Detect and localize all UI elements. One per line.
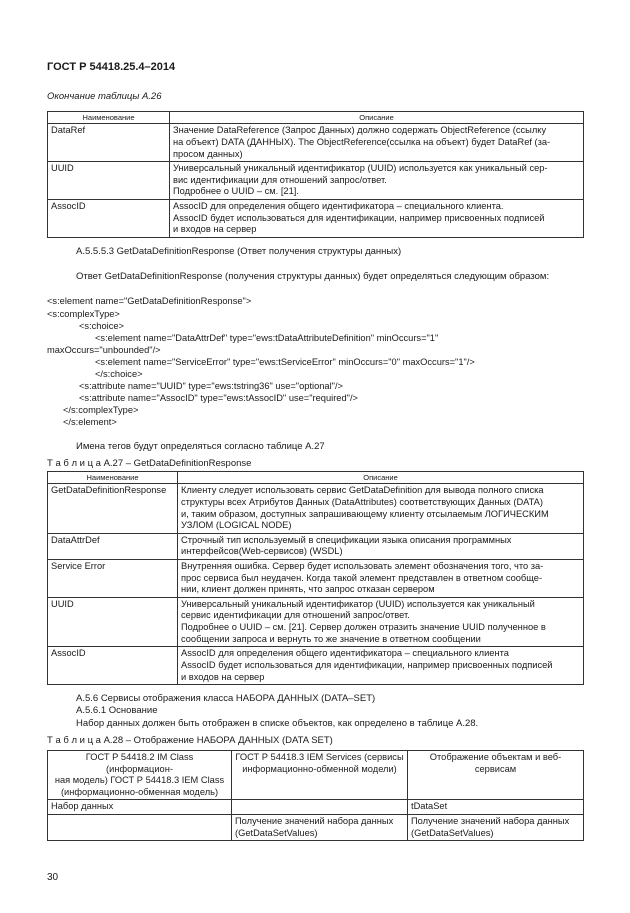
description-line: Строчный тип используемый в спецификации языка описания программных <box>181 534 512 545</box>
table-cell-description <box>170 200 584 238</box>
table-header-row <box>48 472 584 484</box>
table-a26-caption: Окончание таблицы А.26 <box>47 91 162 102</box>
table-row <box>48 533 584 559</box>
table-cell <box>232 815 408 841</box>
table-row <box>48 647 584 685</box>
header-line: (информационно-обменная модель) <box>60 786 219 797</box>
column-header: Наименование <box>48 112 170 124</box>
table-row <box>48 124 584 162</box>
table-cell <box>48 815 232 841</box>
table-cell-description <box>170 162 584 200</box>
header-line: ная модель) ГОСТ Р 54418.3 IEM Class <box>54 775 225 786</box>
code-line: </s:choice> <box>95 369 143 379</box>
description-line: AssocID для определения общего идентификатора – специального клиента <box>181 648 509 659</box>
description-line: интерфейсов(Web-сервисов) (WSDL) <box>181 546 343 557</box>
table-cell: Набор данных <box>48 800 232 815</box>
description-line: Клиенту следует использовать сервис GetDataDefinition для вывода полного списка <box>181 485 544 496</box>
cell-line: (GetDataSetValues) <box>411 827 494 838</box>
description-line: на объект) DATA (ДАННЫХ). The ObjectReference(ссылка на объект) будет DataRef (за- <box>173 136 551 147</box>
code-line: <s:element name="GetDataDefinitionResponse"> <box>47 296 252 306</box>
table-cell <box>408 815 584 841</box>
table-cell-description <box>178 560 584 598</box>
cell-line: Получение значений набора данных <box>235 816 394 827</box>
table-row <box>48 800 584 815</box>
code-line: <s:attribute name="AssocID" type="ews:tAssocID" use="required"/> <box>79 393 358 403</box>
table-cell-name: UUID <box>48 597 178 646</box>
table-cell: tDataSet <box>408 800 584 815</box>
table-cell-name: DataAttrDef <box>48 533 178 559</box>
table-a28-caption: Т а б л и ц а А.28 – Отображение НАБОРА ДАННЫХ (DATA SET) <box>47 735 333 746</box>
table-row <box>48 162 584 200</box>
section-heading-a56: А.5.6 Сервисы отображения класса НАБОРА ДАННЫХ (DATA–SET) <box>76 693 376 704</box>
description-line: просом данных) <box>173 148 243 159</box>
description-line: AssocID будет использоваться для идентификации, например присвоенных подписей <box>173 212 545 223</box>
code-line: <s:complexType> <box>47 309 120 319</box>
table-a26 <box>47 111 584 238</box>
description-line: структуры всех Атрибутов Данных (DataAttributes) соответствующих Данных (DATA) <box>181 496 543 507</box>
table-row <box>48 597 584 646</box>
table-cell-description <box>178 484 584 533</box>
description-line: Подробнее о UUID – см. [21]. <box>173 186 299 197</box>
table-a27-caption: Т а б л и ц а А.27 – GetDataDefinitionResponse <box>47 458 252 469</box>
description-line: AssocID будет использоваться для идентификации, например присвоенных подписей <box>181 659 553 670</box>
table-cell <box>232 800 408 815</box>
header-line: ГОСТ Р 54418.2 IM Class (информацион- <box>85 752 194 774</box>
column-header: Наименование <box>48 472 178 484</box>
column-header: Описание <box>178 472 584 484</box>
code-line: <s:choice> <box>79 321 124 331</box>
column-header: Отображение объектам и веб-сервисам <box>408 751 584 800</box>
table-header-row <box>48 112 584 124</box>
column-header <box>48 751 232 800</box>
description-line: нии, клиент должен принять, что запрос отказан сервером <box>181 584 435 595</box>
cell-line: Получение значений набора данных <box>411 816 570 827</box>
table-cell-description <box>178 647 584 685</box>
table-row <box>48 484 584 533</box>
description-line: AssocID для определения общего идентификатора – специального клиента. <box>173 201 504 212</box>
table-row <box>48 200 584 238</box>
column-header: Описание <box>170 112 584 124</box>
table-header-row <box>48 751 584 800</box>
table-row <box>48 815 584 841</box>
table-cell-description <box>178 597 584 646</box>
description-line: сервис идентификации для отношений запрос/ответ. <box>181 610 410 621</box>
description-line: и, таким образом, доступных запрашивающему клиенту отсылаемым ЛОГИЧЕСКИМ <box>181 508 549 519</box>
table-cell-description <box>178 533 584 559</box>
description-line: УЗЛОМ (LOGICAL NODE) <box>181 520 292 531</box>
code-line: </s:element> <box>63 417 117 427</box>
table-cell-description <box>170 124 584 162</box>
table-a28 <box>47 750 584 841</box>
description-line: Подробнее о UUID – см. [21]. Сервер должен отразить значение UUID полученное в <box>181 622 546 633</box>
paragraph-tags: Имена тегов будут определяться согласно таблице А.27 <box>76 441 325 452</box>
table-cell-name: AssocID <box>48 200 170 238</box>
code-line: <s:attribute name="UUID" type="ews:tstring36" use="optional"/> <box>79 381 343 391</box>
page-number: 30 <box>47 872 59 883</box>
cell-line: (GetDataSetValues) <box>235 827 318 838</box>
code-line: <s:element name="DataAttrDef" type="ews:tDataAttributeDefinition" minOccurs="1" <box>95 333 439 343</box>
table-row <box>48 560 584 598</box>
section-heading-a561: А.5.6.1 Основание <box>76 705 158 716</box>
table-cell-name: UUID <box>48 162 170 200</box>
code-line: <s:element name="ServiceError" type="ews:tServiceError" minOccurs="0" maxOccurs="1"/> <box>95 357 475 367</box>
table-cell-name: AssocID <box>48 647 178 685</box>
header-line: ГОСТ Р 54418.3 IEM Services (сервисы <box>235 752 404 762</box>
description-line: Универсальный уникальный идентификатор (UUID) используется как уникальный сер- <box>173 163 548 174</box>
table-a27 <box>47 471 584 685</box>
table-cell-name: GetDataDefinitionResponse <box>48 484 178 533</box>
document-header: ГОСТ Р 54418.25.4–2014 <box>47 61 176 73</box>
code-line: maxOccurs="unbounded"/> <box>47 345 161 355</box>
description-line: и входов на сервер <box>181 671 265 682</box>
description-line: и входов на сервер <box>173 224 257 235</box>
header-line: информационно-обменной модели) <box>242 763 397 774</box>
description-line: Значение DataReference (Запрос Данных) должно содержать ObjectReference (ссылку <box>173 125 547 136</box>
paragraph-response: Ответ GetDataDefinitionResponse (получения структуры данных) будет определяться следующим образом: <box>76 271 550 282</box>
description-line: Универсальный уникальный идентификатор (UUID) используется как уникальный <box>181 598 535 609</box>
table-cell-name: DataRef <box>48 124 170 162</box>
code-line: </s:complexType> <box>63 405 139 415</box>
description-line: вис идентификации для отношений запрос/ответ. <box>173 174 387 185</box>
paragraph-dataset: Набор данных должен быть отображен в списке объектов, как определено в таблице А.28. <box>76 718 479 729</box>
description-line: сообщении запроса и вернуть то же значение в ответном сообщении <box>181 633 481 644</box>
section-heading-a5553: А.5.5.5.3 GetDataDefinitionResponse (Ответ получения структуры данных) <box>76 246 402 257</box>
description-line: Внутренняя ошибка. Сервер будет использовать элемент обозначения того, что за- <box>181 561 544 572</box>
table-cell-name: Service Error <box>48 560 178 598</box>
description-line: прос сервиса был неудачен. Когда такой элемент представлен в ответном сообще- <box>181 572 543 583</box>
column-header <box>232 751 408 800</box>
